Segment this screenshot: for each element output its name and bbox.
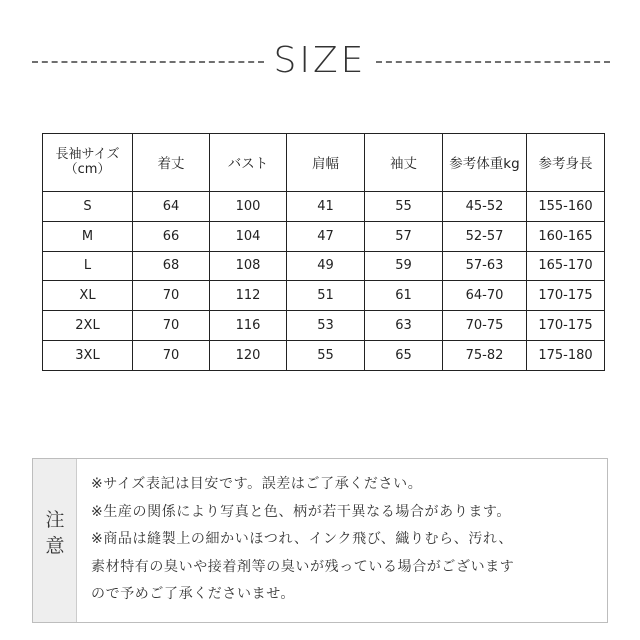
table-cell: 66 [133,221,210,251]
table-row [43,221,605,251]
table-cell: 64 [133,191,210,221]
table-row [43,251,605,281]
table-row [43,191,605,221]
size-label-cell: L [43,251,133,281]
title-left-dashes [32,61,264,63]
table-cell: 155-160 [527,191,605,221]
notes-line: ※サイズ表記は目安です。誤差はご了承ください。 [91,476,423,492]
table-row [43,281,605,311]
corner-label-line2: （cm） [64,162,111,178]
table-cell: 165-170 [527,251,605,281]
table-cell: 112 [210,281,287,311]
table-header-row [43,134,605,192]
table-cell: 70 [133,281,210,311]
table-cell: 59 [365,251,443,281]
notes-line: ※生産の関係により写真と色、柄が若干異なる場合があります。 [91,503,512,520]
table-cell: 52-57 [443,221,527,251]
table-cell: 55 [287,341,365,371]
table-cell: 104 [210,221,287,251]
table-corner-cell [43,134,133,192]
table-cell: 68 [133,251,210,281]
header-cell: 袖丈 [365,134,443,192]
table-cell: 57-63 [443,251,527,281]
notes-label-bottom: 意 [45,535,65,557]
notes-box [32,458,608,623]
size-label-cell: S [43,191,133,221]
notes-label-panel [33,459,77,622]
table-cell: 49 [287,251,365,281]
size-label-cell: 2XL [43,311,133,341]
size-table [42,133,605,371]
size-label-cell: M [43,221,133,251]
table-cell: 116 [210,311,287,341]
table-cell: 45-52 [443,191,527,221]
notes-line: 素材特有の臭いや接着剤等の臭いが残っている場合がございます [91,558,515,575]
table-cell: 64-70 [443,281,527,311]
table-row [43,341,605,371]
table-row [43,311,605,341]
title-right-dashes [376,61,610,63]
notes-line: ので予めご了承くださいませ。 [91,586,295,602]
size-label-cell: 3XL [43,341,133,371]
table-cell: 170-175 [527,311,605,341]
table-cell: 75-82 [443,341,527,371]
page-title: SIZE [273,40,367,81]
notes-label-top: 注 [45,509,65,531]
table-cell: 170-175 [527,281,605,311]
table-cell: 100 [210,191,287,221]
header-cell: バスト [210,134,287,192]
table-cell: 63 [365,311,443,341]
notes-line: ※商品は縫製上の細かいほつれ、インク飛び、織りむら、汚れ、 [91,531,513,547]
table-cell: 41 [287,191,365,221]
table-cell: 175-180 [527,341,605,371]
table-cell: 65 [365,341,443,371]
table-cell: 61 [365,281,443,311]
table-cell: 47 [287,221,365,251]
title-row [0,36,640,86]
table-cell: 120 [210,341,287,371]
header-cell: 参考身長 [527,134,605,192]
table-cell: 70 [133,311,210,341]
table-cell: 51 [287,281,365,311]
table-cell: 70-75 [443,311,527,341]
corner-label-line1: 長袖サイズ [55,147,120,163]
notes-text [91,471,601,609]
table-cell: 55 [365,191,443,221]
table-cell: 70 [133,341,210,371]
header-cell: 着丈 [133,134,210,192]
table-cell: 108 [210,251,287,281]
table-cell: 53 [287,311,365,341]
size-label-cell: XL [43,281,133,311]
table-cell: 57 [365,221,443,251]
header-cell: 参考体重kg [443,134,527,192]
table-cell: 160-165 [527,221,605,251]
header-cell: 肩幅 [287,134,365,192]
